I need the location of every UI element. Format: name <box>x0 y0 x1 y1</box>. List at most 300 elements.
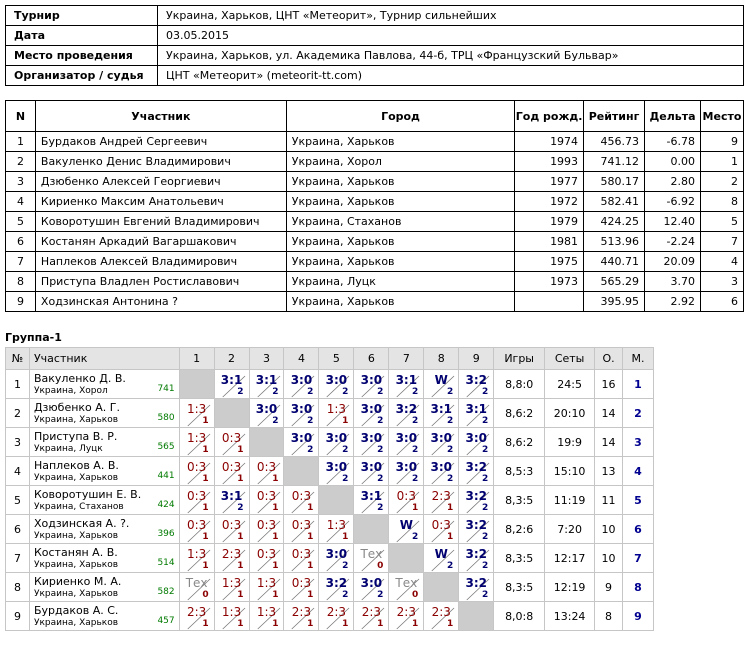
group-header-col-6: 6 <box>354 348 389 370</box>
match-score: 2:3 <box>361 605 382 619</box>
match-points: 1 <box>377 619 384 629</box>
group-player-number: 1 <box>6 370 30 399</box>
group-player-city: Украина, Харьков <box>33 415 119 425</box>
group-games: 8,6:2 <box>494 428 545 457</box>
group-place: 9 <box>623 602 654 631</box>
match-result-cell <box>389 428 424 457</box>
match-score: 1:3 <box>186 431 207 445</box>
group-player-city: Украина, Харьков <box>33 589 119 599</box>
match-points: 1 <box>412 619 419 629</box>
match-points: 1 <box>307 532 314 542</box>
player-birth-year: 1977 <box>515 172 584 192</box>
match-score: W <box>399 518 413 532</box>
group-row <box>6 370 654 399</box>
match-points: 1 <box>446 619 454 629</box>
match-result-cell <box>214 486 249 515</box>
match-points: 2 <box>272 387 279 397</box>
match-score: 3:1 <box>220 489 243 503</box>
player-place: 5 <box>700 212 743 232</box>
group-player-rating: 457 <box>157 616 175 626</box>
match-result-cell <box>354 370 389 399</box>
match-score: 3:0 <box>290 431 313 445</box>
player-place: 9 <box>700 132 743 152</box>
column-header-participant: Участник <box>35 101 286 132</box>
player-place: 6 <box>700 292 743 312</box>
match-points: 2 <box>307 416 314 426</box>
match-result-cell <box>389 486 424 515</box>
match-result-cell <box>179 399 214 428</box>
match-result-cell <box>354 544 389 573</box>
group-sets: 12:19 <box>545 573 595 602</box>
self-match-cell <box>424 573 459 602</box>
match-points: 2 <box>481 561 489 571</box>
group-place: 7 <box>623 544 654 573</box>
match-points: 1 <box>202 416 209 426</box>
group-header-sets: Сеты <box>545 348 595 370</box>
match-score: 3:0 <box>325 431 348 445</box>
match-score: 3:0 <box>360 576 383 590</box>
match-points: 2 <box>481 445 489 455</box>
column-header-city: Город <box>286 101 514 132</box>
player-rating: 440.71 <box>584 252 645 272</box>
group-player-city: Украина, Харьков <box>33 618 119 628</box>
info-value: ЦНТ «Метеорит» (meteorit-tt.com) <box>158 66 744 86</box>
player-name: Дзюбенко Алексей Георгиевич <box>35 172 286 192</box>
match-points: 2 <box>342 590 349 600</box>
match-points: 2 <box>481 416 489 426</box>
match-score: 1:3 <box>256 576 277 590</box>
player-rating: 513.96 <box>584 232 645 252</box>
group-header-games: Игры <box>494 348 545 370</box>
player-number: 9 <box>6 292 36 312</box>
group-games: 8,2:6 <box>494 515 545 544</box>
column-header-birth-year: Год рожд. <box>515 101 584 132</box>
match-points: 0 <box>202 590 209 600</box>
group-player-rating: 514 <box>157 558 175 568</box>
match-result-cell <box>389 399 424 428</box>
match-score: 2:3 <box>326 605 347 619</box>
match-points: 2 <box>481 474 489 484</box>
group-player-rating: 741 <box>157 384 175 394</box>
match-result-cell <box>459 370 494 399</box>
group-place: 3 <box>623 428 654 457</box>
player-city: Украина, Хорол <box>286 152 514 172</box>
group-player-number: 7 <box>6 544 30 573</box>
match-result-cell <box>319 544 354 573</box>
match-points: 2 <box>481 590 489 600</box>
group-player-cell <box>29 515 179 544</box>
match-result-cell <box>319 602 354 631</box>
player-birth-year <box>515 292 584 312</box>
match-score: 3:2 <box>465 489 487 503</box>
group-points: 10 <box>595 515 623 544</box>
group-player-city: Украина, Харьков <box>33 531 119 541</box>
group-header-participant: Участник <box>29 348 179 370</box>
match-points: 2 <box>377 387 384 397</box>
match-points: 2 <box>446 474 454 484</box>
match-score: Тех <box>185 576 208 590</box>
match-points: 2 <box>412 474 419 484</box>
player-city: Украина, Харьков <box>286 132 514 152</box>
player-birth-year: 1975 <box>515 252 584 272</box>
match-result-cell <box>249 573 284 602</box>
match-result-cell <box>284 602 319 631</box>
group-points: 14 <box>595 428 623 457</box>
group-header-col-1: 1 <box>179 348 214 370</box>
player-rating: 580.17 <box>584 172 645 192</box>
player-city: Украина, Харьков <box>286 252 514 272</box>
match-result-cell <box>354 573 389 602</box>
group-player-city: Украина, Хорол <box>33 386 108 396</box>
tournament-info-table <box>5 5 744 86</box>
match-points: 2 <box>412 387 419 397</box>
player-place: 4 <box>700 252 743 272</box>
player-birth-year: 1981 <box>515 232 584 252</box>
group-place: 6 <box>623 515 654 544</box>
group-sets: 11:19 <box>545 486 595 515</box>
match-points: 1 <box>237 474 244 484</box>
match-score: 3:0 <box>360 460 383 474</box>
match-points: 2 <box>377 416 384 426</box>
info-key: Организатор / судья <box>6 66 158 86</box>
group-points: 14 <box>595 399 623 428</box>
player-birth-year: 1993 <box>515 152 584 172</box>
match-result-cell <box>179 457 214 486</box>
match-points: 1 <box>202 532 209 542</box>
match-score: Тех <box>395 576 418 590</box>
match-score: 2:3 <box>291 605 312 619</box>
player-birth-year: 1973 <box>515 272 584 292</box>
table-row <box>6 232 744 252</box>
match-points: 1 <box>202 445 209 455</box>
group-player-rating: 424 <box>157 500 175 510</box>
group-player-name[interactable]: Вакуленко Д. В. <box>33 372 126 385</box>
player-number: 2 <box>6 152 36 172</box>
info-key: Турнир <box>6 6 158 26</box>
player-city: Украина, Харьков <box>286 232 514 252</box>
group-games: 8,6:2 <box>494 399 545 428</box>
match-result-cell <box>249 602 284 631</box>
match-score: 3:0 <box>325 460 348 474</box>
match-result-cell <box>354 457 389 486</box>
player-delta: 2.80 <box>645 172 701 192</box>
match-points: 2 <box>342 387 349 397</box>
group-player-rating: 441 <box>157 471 175 481</box>
match-score: 3:0 <box>360 402 383 416</box>
self-match-cell <box>389 544 424 573</box>
match-result-cell <box>389 370 424 399</box>
match-result-cell <box>354 486 389 515</box>
player-number: 7 <box>6 252 36 272</box>
match-score: 3:2 <box>465 518 487 532</box>
player-place: 8 <box>700 192 743 212</box>
match-score: 0:3 <box>186 460 207 474</box>
match-points: 2 <box>446 387 454 397</box>
group-player-rating: 580 <box>157 413 175 423</box>
match-result-cell <box>389 515 424 544</box>
match-points: 2 <box>377 445 384 455</box>
group-row <box>6 486 654 515</box>
self-match-cell <box>319 486 354 515</box>
table-row <box>6 212 744 232</box>
match-score: 0:3 <box>256 460 277 474</box>
match-points: 2 <box>481 532 489 542</box>
group-place: 8 <box>623 573 654 602</box>
match-points: 1 <box>412 503 419 513</box>
match-score: 0:3 <box>291 547 312 561</box>
column-header-delta: Дельта <box>645 101 701 132</box>
group-sets: 15:10 <box>545 457 595 486</box>
match-result-cell <box>389 457 424 486</box>
match-result-cell <box>319 573 354 602</box>
table-row <box>6 132 744 152</box>
match-result-cell <box>284 399 319 428</box>
match-score: 1:3 <box>221 576 242 590</box>
match-score: 0:3 <box>186 489 207 503</box>
player-place: 1 <box>700 152 743 172</box>
match-points: 1 <box>237 590 244 600</box>
player-delta: 3.70 <box>645 272 701 292</box>
group-points: 9 <box>595 573 623 602</box>
group-title: Группа-1 <box>5 331 62 344</box>
match-result-cell <box>319 515 354 544</box>
player-name: Ходзинская Антонина ? <box>35 292 286 312</box>
player-rating: 395.95 <box>584 292 645 312</box>
group-player-city: Украина, Луцк <box>33 444 103 454</box>
column-header-rating: Рейтинг <box>584 101 645 132</box>
match-points: 2 <box>412 532 419 542</box>
match-result-cell <box>284 370 319 399</box>
group-row <box>6 515 654 544</box>
match-score: 3:1 <box>465 402 487 416</box>
match-points: 2 <box>377 474 384 484</box>
match-result-cell <box>249 544 284 573</box>
self-match-cell <box>214 399 249 428</box>
group-points: 16 <box>595 370 623 399</box>
match-result-cell <box>214 457 249 486</box>
match-points: 1 <box>237 532 244 542</box>
match-result-cell <box>319 428 354 457</box>
match-points: 2 <box>342 445 349 455</box>
player-rating: 424.25 <box>584 212 645 232</box>
match-score: 3:0 <box>325 547 348 561</box>
group-player-cell <box>29 544 179 573</box>
group-player-cell <box>29 486 179 515</box>
match-points: 2 <box>412 416 419 426</box>
player-rating: 741.12 <box>584 152 645 172</box>
match-result-cell <box>179 544 214 573</box>
match-score: 0:3 <box>291 576 312 590</box>
match-points: 1 <box>272 532 279 542</box>
match-points: 2 <box>481 387 489 397</box>
table-row <box>6 272 744 292</box>
match-points: 1 <box>307 590 314 600</box>
match-result-cell <box>459 544 494 573</box>
group-player-cell <box>29 399 179 428</box>
group-player-name[interactable]: Ходзинская А. ?. <box>33 517 130 530</box>
match-result-cell <box>354 602 389 631</box>
match-score: Тех <box>360 547 383 561</box>
match-score: 3:0 <box>430 431 453 445</box>
match-score: 3:2 <box>465 373 487 387</box>
match-result-cell <box>424 515 459 544</box>
player-name: Вакуленко Денис Владимирович <box>35 152 286 172</box>
match-score: 0:3 <box>186 518 207 532</box>
match-score: 2:3 <box>431 605 451 619</box>
match-score: 1:3 <box>221 605 242 619</box>
info-value: 03.05.2015 <box>158 26 744 46</box>
player-rating: 582.41 <box>584 192 645 212</box>
match-points: 1 <box>307 619 314 629</box>
players-table <box>5 100 744 312</box>
group-row <box>6 428 654 457</box>
group-row <box>6 544 654 573</box>
player-city: Украина, Харьков <box>286 292 514 312</box>
info-row-organizer <box>6 66 744 86</box>
group-header-col-8: 8 <box>424 348 459 370</box>
players-header-row <box>6 101 744 132</box>
match-result-cell <box>284 573 319 602</box>
group-header-row <box>6 348 654 370</box>
group-player-name[interactable]: Дзюбенко А. Г. <box>33 401 120 414</box>
player-name: Приступа Владлен Ростиславович <box>35 272 286 292</box>
self-match-cell <box>249 428 284 457</box>
match-score: 1:3 <box>326 518 347 532</box>
player-name: Наплеков Алексей Владимирович <box>35 252 286 272</box>
group-header-number: № <box>6 348 30 370</box>
group-player-city: Украина, Харьков <box>33 473 119 483</box>
match-result-cell <box>249 457 284 486</box>
match-result-cell <box>214 573 249 602</box>
column-header-number: N <box>6 101 36 132</box>
group-player-name[interactable]: Костанян А. В. <box>33 546 118 559</box>
match-result-cell <box>214 428 249 457</box>
match-score: 3:0 <box>290 402 313 416</box>
group-player-cell <box>29 457 179 486</box>
match-score: 3:0 <box>290 373 313 387</box>
match-points: 2 <box>446 416 454 426</box>
player-delta: 2.92 <box>645 292 701 312</box>
player-delta: -2.24 <box>645 232 701 252</box>
match-result-cell <box>179 602 214 631</box>
match-points: 2 <box>412 445 419 455</box>
match-score: 3:1 <box>395 373 418 387</box>
match-points: 1 <box>237 561 244 571</box>
group-player-name[interactable]: Бурдаков А. С. <box>33 604 119 617</box>
table-row <box>6 152 744 172</box>
group-player-number: 5 <box>6 486 30 515</box>
group-games: 8,3:5 <box>494 486 545 515</box>
group-player-number: 6 <box>6 515 30 544</box>
match-points: 1 <box>272 561 279 571</box>
match-score: 0:3 <box>221 518 242 532</box>
match-points: 2 <box>377 503 384 513</box>
self-match-cell <box>459 602 494 631</box>
self-match-cell <box>284 457 319 486</box>
match-result-cell <box>424 370 459 399</box>
player-rating: 456.73 <box>584 132 645 152</box>
info-row-tournament <box>6 6 744 26</box>
match-result-cell <box>424 457 459 486</box>
table-row <box>6 252 744 272</box>
self-match-cell <box>179 370 214 399</box>
table-row <box>6 172 744 192</box>
group-player-name[interactable]: Коворотушин Е. В. <box>33 488 142 501</box>
match-points: 1 <box>307 561 314 571</box>
match-result-cell <box>214 370 249 399</box>
group-player-cell <box>29 602 179 631</box>
group-games: 8,0:8 <box>494 602 545 631</box>
match-score: 1:3 <box>326 402 347 416</box>
group-player-number: 8 <box>6 573 30 602</box>
group-sets: 19:9 <box>545 428 595 457</box>
player-city: Украина, Харьков <box>286 192 514 212</box>
match-score: 2:3 <box>221 547 242 561</box>
group-player-name[interactable]: Приступа В. Р. <box>33 430 118 443</box>
match-score: 0:3 <box>256 518 277 532</box>
match-score: 3:2 <box>465 460 487 474</box>
match-result-cell <box>249 515 284 544</box>
group-points: 11 <box>595 486 623 515</box>
group-player-number: 4 <box>6 457 30 486</box>
match-points: 1 <box>237 445 244 455</box>
match-result-cell <box>249 370 284 399</box>
match-result-cell <box>459 399 494 428</box>
match-score: 0:3 <box>256 489 277 503</box>
info-row-date <box>6 26 744 46</box>
player-delta: -6.92 <box>645 192 701 212</box>
group-header-col-4: 4 <box>284 348 319 370</box>
group-player-number: 2 <box>6 399 30 428</box>
player-place: 2 <box>700 172 743 192</box>
group-player-number: 3 <box>6 428 30 457</box>
match-score: 3:0 <box>360 431 383 445</box>
match-result-cell <box>284 544 319 573</box>
group-sets: 20:10 <box>545 399 595 428</box>
match-points: 2 <box>446 561 454 571</box>
match-score: 0:3 <box>431 518 451 532</box>
group-place: 2 <box>623 399 654 428</box>
match-points: 2 <box>342 561 349 571</box>
self-match-cell <box>354 515 389 544</box>
group-player-name[interactable]: Наплеков А. В. <box>33 459 119 472</box>
group-player-name[interactable]: Кириенко М. А. <box>33 575 122 588</box>
group-header-col-3: 3 <box>249 348 284 370</box>
match-result-cell <box>214 515 249 544</box>
match-points: 2 <box>377 590 384 600</box>
match-result-cell <box>424 486 459 515</box>
match-score: 0:3 <box>221 460 242 474</box>
group-sets: 13:24 <box>545 602 595 631</box>
player-place: 7 <box>700 232 743 252</box>
match-result-cell <box>459 515 494 544</box>
match-score: 2:3 <box>396 605 416 619</box>
group-player-rating: 396 <box>157 529 175 539</box>
match-result-cell <box>424 544 459 573</box>
table-row <box>6 292 744 312</box>
group-player-city: Украина, Стаханов <box>33 502 124 512</box>
match-points: 2 <box>481 503 489 513</box>
group-games: 8,8:0 <box>494 370 545 399</box>
player-name: Костанян Аркадий Вагаршакович <box>35 232 286 252</box>
player-city: Украина, Стаханов <box>286 212 514 232</box>
match-points: 1 <box>237 619 244 629</box>
match-result-cell <box>354 399 389 428</box>
match-points: 2 <box>307 387 314 397</box>
match-score: 0:3 <box>396 489 416 503</box>
group-results-table <box>5 347 654 631</box>
match-points: 1 <box>446 532 454 542</box>
